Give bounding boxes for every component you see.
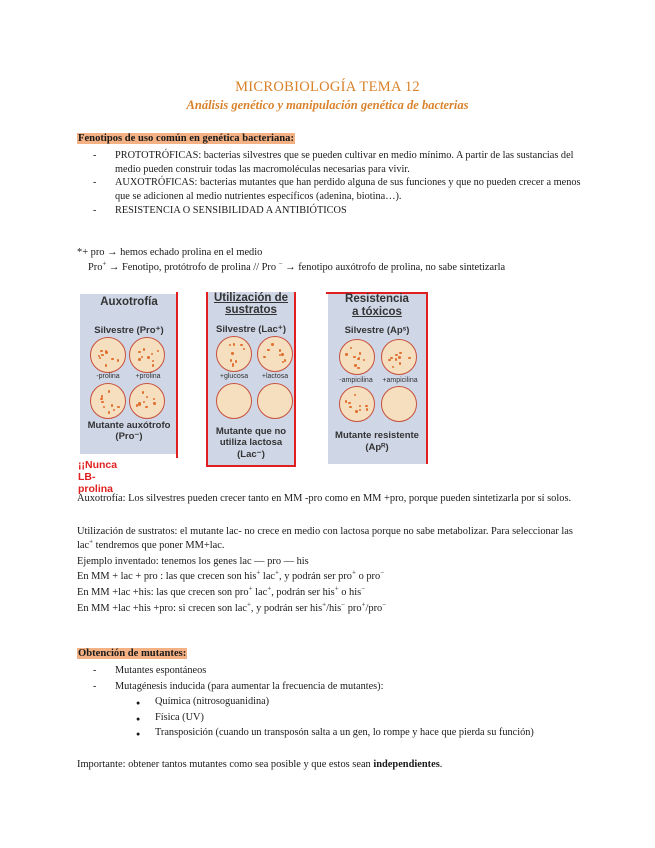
colony-dot — [145, 406, 147, 408]
list-item: - RESISTENCIA O SENSIBILIDAD A ANTIBIÓTICOS — [93, 204, 583, 218]
colony-dot — [147, 356, 149, 358]
panel-title: Utilización de — [213, 292, 289, 304]
colony-dot — [230, 359, 232, 361]
sup: + — [361, 600, 366, 609]
colony-dot — [108, 411, 110, 413]
colony-dot — [399, 352, 401, 354]
colony-dot — [240, 344, 242, 346]
colony-dot — [349, 406, 351, 408]
panel-top-label: Silvestre (Pro⁺) — [94, 325, 164, 336]
note-line-2 — [88, 261, 505, 275]
colony-dot — [105, 364, 107, 366]
sup: + — [267, 584, 272, 593]
para-text: , podrán ser his — [271, 587, 335, 598]
sup: − — [380, 568, 385, 577]
note-line-1: *+ pro → hemos echado prolina en el medio — [77, 247, 263, 258]
para-text: tendremos que poner MM+lac. — [93, 539, 225, 551]
sup: − — [341, 600, 346, 609]
panel-bottom-label: Mutante auxótrofo — [87, 420, 171, 431]
panel-bottom-label: Mutante que no — [215, 426, 287, 437]
colony-dot — [345, 400, 347, 402]
panel-bottom-label: (Lac⁻) — [237, 449, 265, 460]
sup: + — [248, 584, 253, 593]
colony-dot — [359, 352, 361, 354]
sup: + — [322, 600, 327, 609]
petri-dish — [257, 336, 293, 372]
sup: + — [102, 259, 107, 268]
page-title: MICROBIOLOGÍA TEMA 12 — [235, 79, 420, 95]
para-text: En MM +lac +his +pro: si crecen son lac — [77, 603, 247, 614]
para-text: o his — [338, 587, 362, 598]
colony-dot — [235, 360, 237, 362]
colony-dot — [152, 360, 154, 362]
panel-title: sustratos — [225, 304, 277, 316]
colony-dot — [348, 402, 350, 404]
colony-dot — [231, 352, 233, 354]
panel-title: Auxotrofía — [100, 296, 158, 308]
para-text: En MM + lac + pro : las que crecen son his — [77, 571, 257, 582]
colony-dot — [395, 358, 397, 360]
colony-dot — [271, 343, 273, 345]
petri-dish — [129, 383, 165, 419]
paragraph-auxotrofia: Auxotrofía: Los silvestres pueden crecer tanto en MM -pro como en MM +pro, porque pueden sintetizarla por sí solos. — [77, 493, 572, 504]
colony-dot — [153, 402, 155, 404]
sub-list-item: ● Química (nitrosoguanidina) — [133, 695, 583, 709]
sup: + — [256, 568, 261, 577]
section-heading-phenotypes — [77, 133, 295, 144]
colony-dot — [359, 405, 361, 407]
paragraph-ejemplo: Ejemplo inventado: tenemos los genes lac — pro — his — [77, 556, 309, 567]
sup: − — [382, 600, 387, 609]
heading-text: Fenotipos de uso común en genética bacteriana: — [78, 133, 294, 144]
list-item: - PROTOTRÓFICAS: bacterias silvestres que se pueden cultivar en medio mínimo. A partir de las sustancias del medio pueden construir todas las macromoléculas necesarias para vivir. — [93, 149, 583, 176]
sup: + — [246, 600, 251, 609]
sup: − — [361, 584, 366, 593]
panel-top-label: Silvestre (Apˢ) — [344, 325, 410, 336]
list-item — [93, 680, 583, 740]
list-item: - AUXOTRÓFICAS: bacterias mutantes que han perdido alguna de sus funciones y que no pueden crecer a menos que se adicionen al medio nutrientes específicos (adenina, biotina…). — [93, 176, 583, 203]
sup: + — [89, 537, 94, 546]
colony-dot — [111, 404, 113, 406]
sub-list-item: ● Física (UV) — [133, 711, 583, 725]
note-text: → fenotipo auxótrofo de prolina, no sabe sintetizarla — [282, 262, 506, 273]
dish-label: -prolina — [96, 373, 120, 380]
important-note — [77, 758, 442, 772]
sup: + — [352, 568, 356, 577]
petri-dish — [129, 337, 165, 373]
paragraph-mm3 — [77, 602, 386, 616]
page-subtitle: Análisis genético y manipulación genética de bacterias — [186, 98, 469, 112]
colony-dot — [355, 410, 357, 412]
colony-dot — [152, 364, 154, 366]
para-text: pro — [345, 603, 362, 614]
colony-dot — [138, 358, 140, 360]
colony-dot — [281, 353, 283, 355]
phenotype-list — [93, 149, 583, 218]
petri-dish — [216, 383, 252, 419]
colony-dot — [138, 402, 140, 404]
petri-dish — [90, 337, 126, 373]
heading-text: Obtención de mutantes: — [78, 648, 187, 659]
emphasis-text: independientes — [373, 759, 440, 770]
annotation-nunca: ¡¡Nunca LB-prolina — [78, 459, 118, 495]
dish-label: -ampicilina — [339, 377, 373, 384]
dish-label: +lactosa — [261, 373, 289, 380]
colony-dot — [117, 406, 119, 408]
mutagenesis-sublist — [133, 695, 583, 740]
para-text: . — [439, 759, 443, 770]
sup: + — [275, 568, 279, 577]
panel-bottom-label: utiliza lactosa — [219, 437, 283, 448]
paragraph-mm2 — [77, 586, 365, 600]
note-text: → Fenotipo, protótrofo de prolina // Pro — [106, 262, 279, 273]
section-heading-mutants — [77, 648, 187, 659]
sup: − — [278, 259, 283, 268]
para-text: lac — [260, 571, 276, 582]
paragraph-utilizacion — [77, 525, 582, 552]
colony-dot — [395, 354, 397, 356]
colony-dot — [365, 405, 367, 407]
petri-dish — [216, 336, 252, 372]
note-text: Pro — [88, 262, 103, 273]
para-text: En MM +lac +his: las que crecen son pro — [77, 587, 249, 598]
list-item-text: Mutagénesis inducida (para aumentar la frecuencia de mutantes): — [115, 680, 384, 692]
para-text: lac — [252, 587, 268, 598]
dish-label: +glucosa — [219, 373, 249, 380]
list-item: - Mutantes espontáneos — [93, 664, 583, 678]
red-border — [426, 292, 428, 464]
sub-list-item: ● Transposición (cuando un transposón salta a un gen, lo rompe y hace que pierda su función) — [133, 726, 565, 740]
dish-label: +ampicilina — [382, 377, 418, 384]
petri-dish — [339, 386, 375, 422]
para-text: Importante: obtener tantos mutantes como sea posible y que estos sean — [77, 759, 374, 770]
panel-bottom-label: (Apᴿ) — [365, 442, 389, 453]
red-border — [206, 465, 296, 467]
colony-dot — [399, 362, 401, 364]
para-text: , y podrán ser pro — [279, 571, 353, 582]
colony-dot — [282, 361, 284, 363]
sup: + — [334, 584, 339, 593]
para-text: , y podrán ser his — [250, 603, 323, 614]
panel-bottom-label: Mutante resistente — [335, 430, 419, 441]
para-text: /pro — [365, 603, 383, 614]
dish-label: +prolina — [135, 373, 161, 380]
paragraph-mm1 — [77, 570, 384, 584]
colony-dot — [233, 343, 235, 345]
colony-dot — [354, 364, 356, 366]
panel-top-label: Silvestre (Lac⁺) — [216, 324, 286, 335]
colony-dot — [408, 357, 410, 359]
petri-dish — [257, 383, 293, 419]
colony-dot — [279, 349, 281, 351]
panel-title: Resistencia — [345, 293, 409, 305]
colony-dot — [138, 351, 140, 353]
panel-title: a tóxicos — [352, 306, 402, 318]
colony-dot — [345, 353, 347, 355]
colony-dot — [108, 390, 110, 392]
petri-dish — [381, 386, 417, 422]
para-text: o pro — [355, 571, 381, 582]
panel-bottom-label: (Pro⁻) — [115, 431, 143, 442]
colony-dot — [398, 356, 400, 358]
colony-dot — [357, 367, 359, 369]
mutants-list — [93, 664, 583, 740]
para-text: /his — [326, 603, 342, 614]
para-text: Utilización de sustratos: el mutante lac- no crece en medio con lactosa porque no sabe metabolizar. Para seleccionar las lac — [77, 526, 573, 551]
